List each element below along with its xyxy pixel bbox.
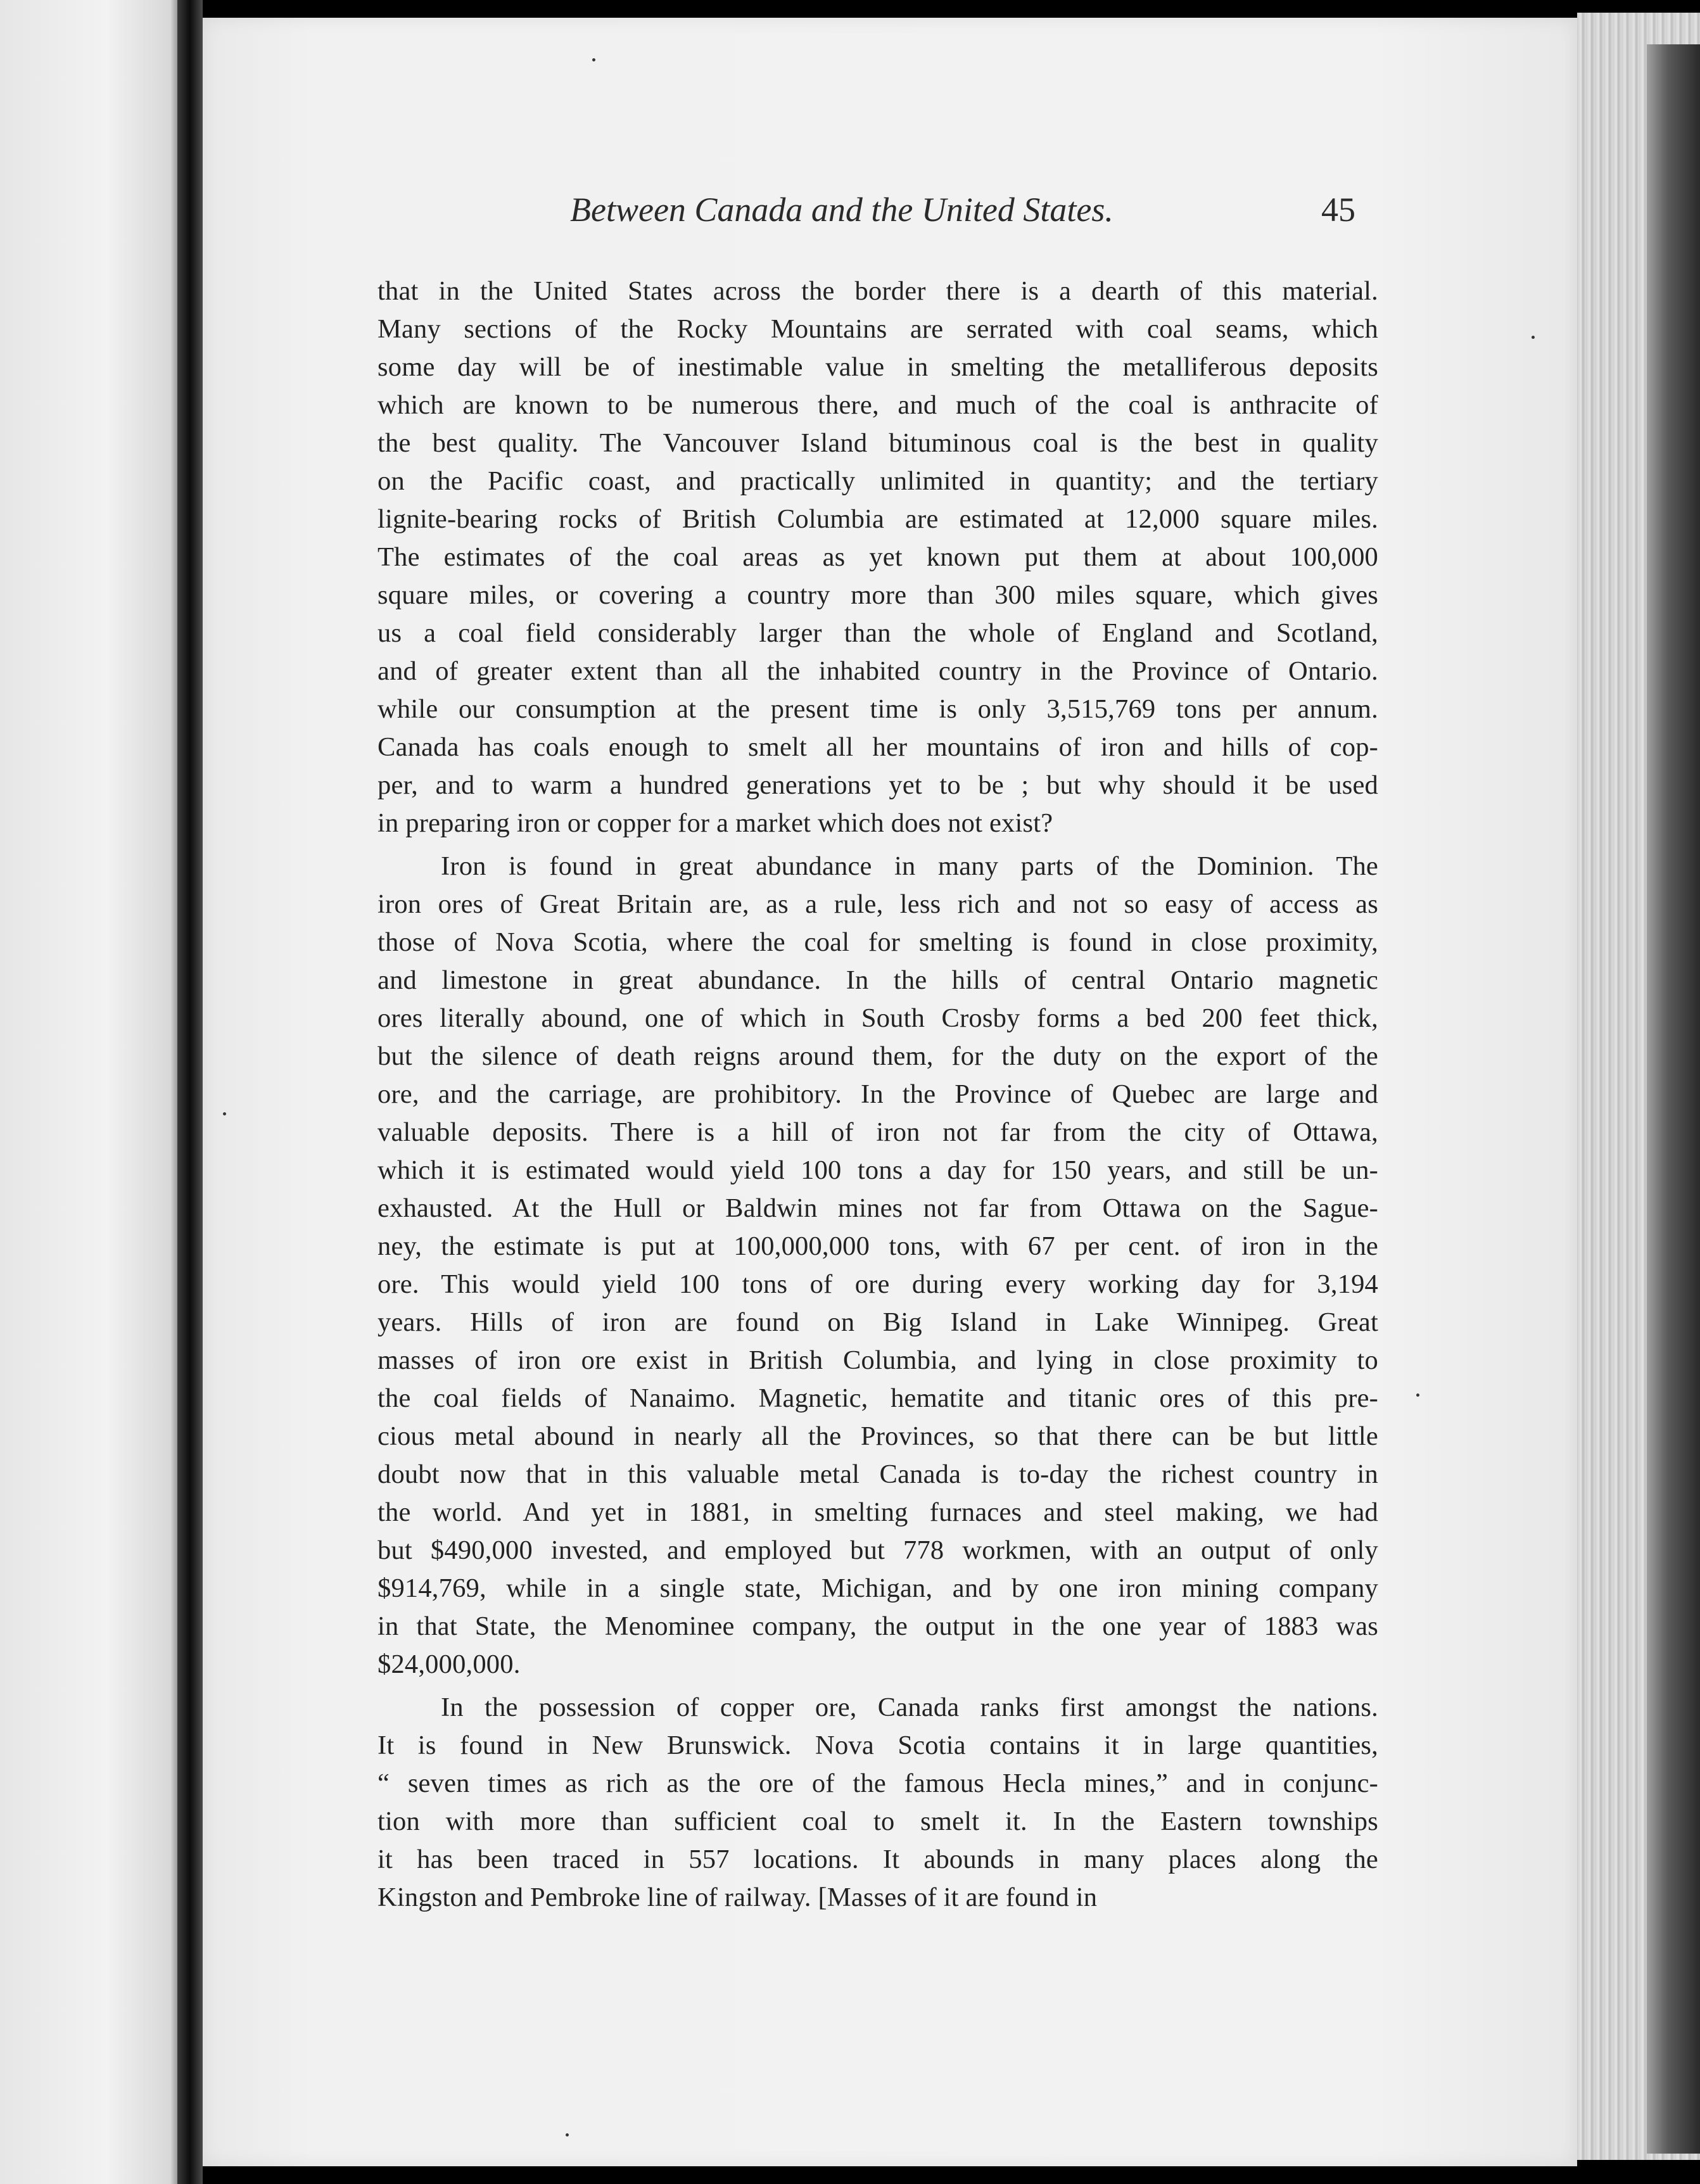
text-line: valuable deposits. There is a hill of iron not far from the city of Ottawa, xyxy=(377,1117,1378,1147)
body-text xyxy=(377,272,1378,1917)
text-line: on the Pacific coast, and practically unlimited in quantity; and the tertiary xyxy=(377,466,1378,496)
text-line: iron ores of Great Britain are, as a rule, less rich and not so easy of access as xyxy=(377,889,1378,919)
text-line: lignite-bearing rocks of British Columbia are estimated at 12,000 square miles. xyxy=(377,504,1378,534)
text-line: ney, the estimate is put at 100,000,000 tons, with 67 per cent. of iron in the xyxy=(377,1231,1378,1261)
text-line: square miles, or covering a country more than 300 miles square, which gives xyxy=(377,580,1378,610)
page-number: 45 xyxy=(1321,191,1355,229)
scan-speck xyxy=(223,1112,226,1115)
text-line: in preparing iron or copper for a market which does not exist? xyxy=(377,808,1053,838)
text-line: Many sections of the Rocky Mountains are serrated with coal seams, which xyxy=(377,314,1378,344)
paragraph-gap xyxy=(377,842,1378,848)
scan-speck xyxy=(592,58,595,61)
text-line: which it is estimated would yield 100 tons a day for 150 years, and still be un- xyxy=(377,1155,1378,1185)
paragraph-gap xyxy=(377,1684,1378,1689)
text-line: but the silence of death reigns around them, for the duty on the export of the xyxy=(377,1041,1378,1071)
page-stack-shadow xyxy=(1647,44,1700,2154)
text-line: that in the United States across the border there is a dearth of this material. xyxy=(377,276,1378,306)
paragraph xyxy=(377,1689,1378,1917)
text-line: some day will be of inestimable value in smelting the metalliferous deposits xyxy=(377,352,1378,382)
text-line: in that State, the Menominee company, the output in the one year of 1883 was xyxy=(377,1611,1378,1641)
text-line: and of greater extent than all the inhabited country in the Province of Ontario. xyxy=(377,656,1378,686)
facing-page-edge xyxy=(0,0,177,2184)
text-line: while our consumption at the present time is only 3,515,769 tons per annum. xyxy=(377,694,1378,724)
text-line: masses of iron ore exist in British Columbia, and lying in close proximity to xyxy=(377,1345,1378,1375)
scan-speck xyxy=(1532,336,1535,339)
text-line: the best quality. The Vancouver Island bituminous coal is the best in quality xyxy=(377,428,1378,458)
text-line: but $490,000 invested, and employed but 778 workmen, with an output of only xyxy=(377,1535,1378,1565)
text-line: ore, and the carriage, are prohibitory. In the Province of Quebec are large and xyxy=(377,1079,1378,1109)
scan-speck xyxy=(566,2133,569,2136)
text-line: “ seven times as rich as the ore of the famous Hecla mines,” and in conjunc- xyxy=(377,1768,1378,1798)
text-line: tion with more than sufficient coal to smelt it. In the Eastern townships xyxy=(377,1806,1378,1836)
text-line: $914,769, while in a single state, Michigan, and by one iron mining company xyxy=(377,1573,1378,1603)
text-line: the coal fields of Nanaimo. Magnetic, hematite and titanic ores of this pre- xyxy=(377,1383,1378,1413)
text-line: Kingston and Pembroke line of railway. [Masses of it are found in xyxy=(377,1882,1098,1912)
paragraph xyxy=(377,848,1378,1684)
running-title: Between Canada and the United States. xyxy=(570,191,1113,229)
text-line: exhausted. At the Hull or Baldwin mines not far from Ottawa on the Sague- xyxy=(377,1193,1378,1223)
text-line: those of Nova Scotia, where the coal for smelting is found in close proximity, xyxy=(377,927,1378,957)
paragraph xyxy=(377,272,1378,842)
text-line: cious metal abound in nearly all the Provinces, so that there can be but little xyxy=(377,1421,1378,1451)
text-line: per, and to warm a hundred generations yet to be ; but why should it be used xyxy=(377,770,1378,800)
text-line: us a coal field considerably larger than the whole of England and Scotland, xyxy=(377,618,1378,648)
text-line: ore. This would yield 100 tons of ore during every working day for 3,194 xyxy=(377,1269,1378,1299)
text-line: Canada has coals enough to smelt all her mountains of iron and hills of cop- xyxy=(377,732,1378,762)
running-head xyxy=(380,190,1355,241)
text-line: it has been traced in 557 locations. It abounds in many places along the xyxy=(377,1844,1378,1874)
text-line: the world. And yet in 1881, in smelting furnaces and steel making, we had xyxy=(377,1497,1378,1527)
text-line: years. Hills of iron are found on Big Island in Lake Winnipeg. Great xyxy=(377,1307,1378,1337)
text-line: The estimates of the coal areas as yet known put them at about 100,000 xyxy=(377,542,1378,572)
text-line: and limestone in great abundance. In the hills of central Ontario magnetic xyxy=(377,965,1378,995)
text-line: doubt now that in this valuable metal Canada is to-day the richest country in xyxy=(377,1459,1378,1489)
text-line: Iron is found in great abundance in many parts of the Dominion. The xyxy=(441,851,1378,881)
text-line: which are known to be numerous there, and much of the coal is anthracite of xyxy=(377,390,1378,420)
text-line: It is found in New Brunswick. Nova Scotia contains it in large quantities, xyxy=(377,1730,1378,1760)
text-line: In the possession of copper ore, Canada ranks first amongst the nations. xyxy=(441,1692,1378,1722)
text-line: ores literally abound, one of which in South Crosby forms a bed 200 feet thick, xyxy=(377,1003,1378,1033)
text-line: $24,000,000. xyxy=(377,1649,521,1679)
book-gutter xyxy=(177,0,203,2184)
scan-speck xyxy=(1416,1394,1419,1397)
